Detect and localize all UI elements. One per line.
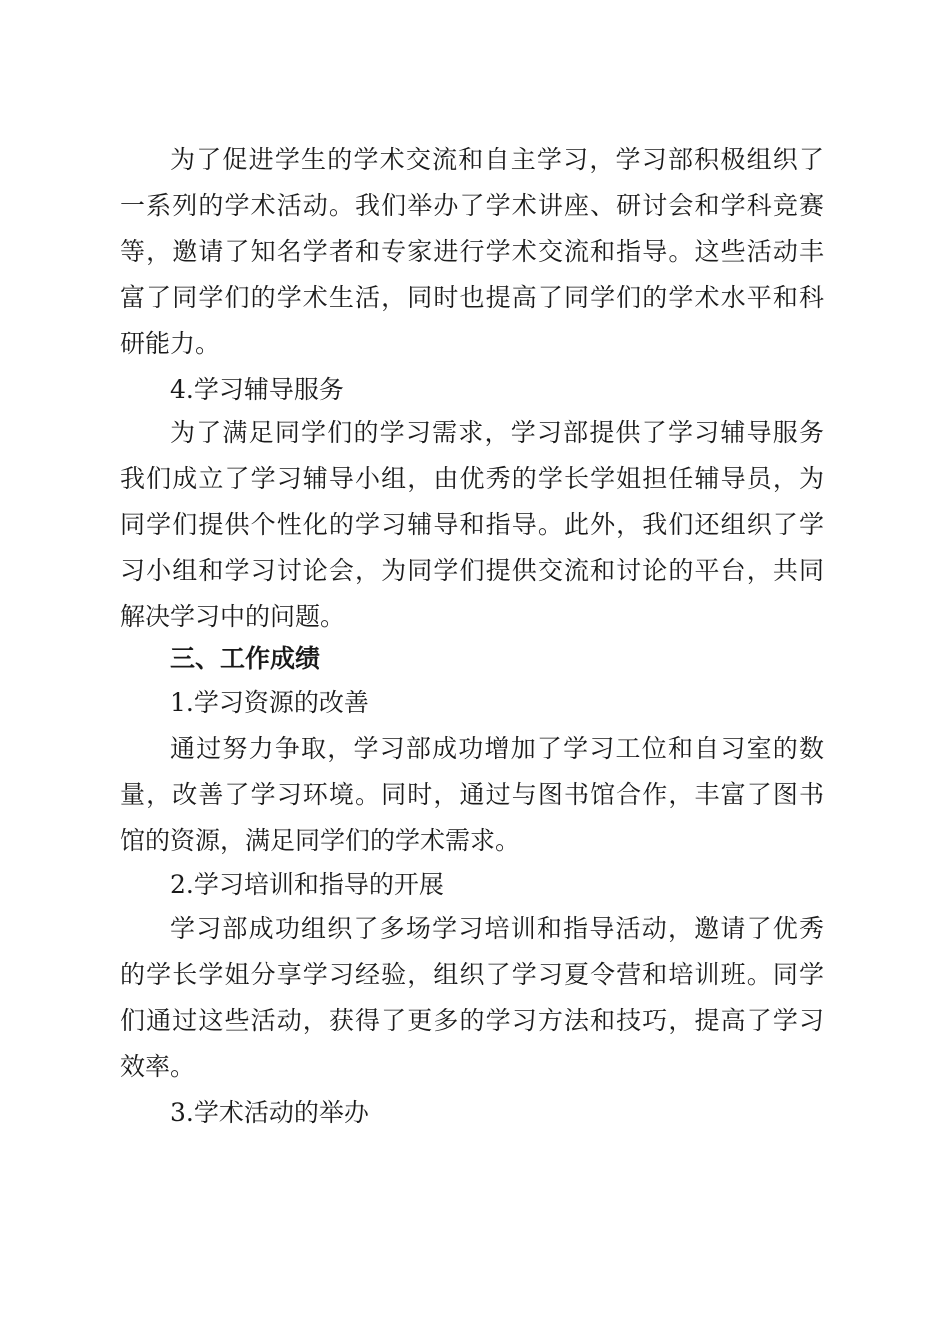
subsection-heading: 4.学习辅导服务	[170, 375, 344, 404]
section-heading: 三、工作成绩	[170, 644, 321, 673]
paragraph-line: 为了满足同学们的学习需求，学习部提供了学习辅导服务	[170, 418, 824, 447]
subsection-heading: 3.学术活动的举办	[170, 1098, 369, 1127]
paragraph-line: 馆的资源，满足同学们的学术需求。	[120, 826, 521, 855]
subsection-heading: 2.学习培训和指导的开展	[170, 870, 444, 899]
paragraph-line: 效率。	[120, 1052, 196, 1081]
paragraph-line: 等，邀请了知名学者和专家进行学术交流和指导。这些活动丰	[120, 237, 824, 266]
paragraph-line: 同学们提供个性化的学习辅导和指导。此外，我们还组织了学	[120, 510, 824, 539]
paragraph-line: 量，改善了学习环境。同时，通过与图书馆合作，丰富了图书	[120, 780, 824, 809]
paragraph-line: 们通过这些活动，获得了更多的学习方法和技巧，提高了学习	[120, 1006, 824, 1035]
paragraph-line: 富了同学们的学术生活，同时也提高了同学们的学术水平和科	[120, 283, 824, 312]
paragraph-line: 的学长学姐分享学习经验，组织了学习夏令营和培训班。同学	[120, 960, 824, 989]
paragraph-line: 我们成立了学习辅导小组，由优秀的学长学姐担任辅导员，为	[120, 464, 824, 493]
paragraph-line: 习小组和学习讨论会，为同学们提供交流和讨论的平台，共同	[120, 556, 824, 585]
paragraph-line: 为了促进学生的学术交流和自主学习，学习部积极组织了	[170, 145, 824, 174]
paragraph-line: 学习部成功组织了多场学习培训和指导活动，邀请了优秀	[170, 914, 824, 943]
paragraph-line: 研能力。	[120, 329, 221, 358]
paragraph-line: 一系列的学术活动。我们举办了学术讲座、研讨会和学科竞赛	[120, 191, 824, 220]
paragraph-line: 解决学习中的问题。	[120, 602, 346, 631]
paragraph-line: 通过努力争取，学习部成功增加了学习工位和自习室的数	[170, 734, 824, 763]
subsection-heading: 1.学习资源的改善	[170, 688, 369, 717]
